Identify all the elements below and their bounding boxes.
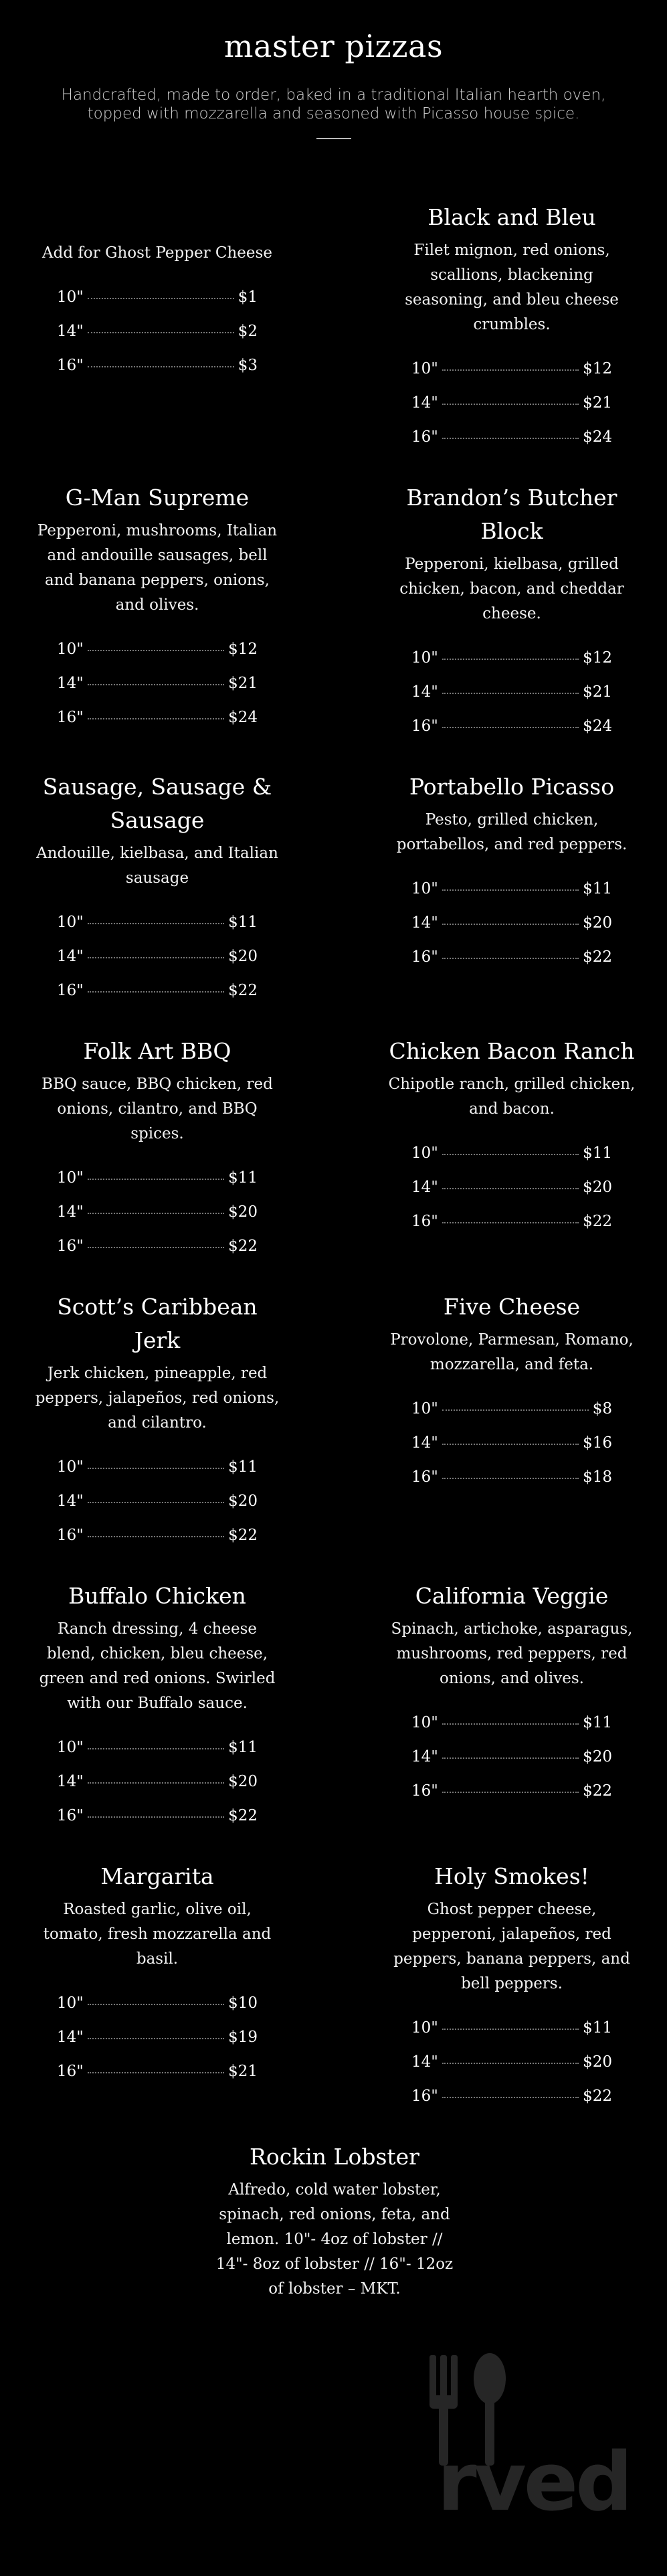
dot-leader <box>442 369 579 371</box>
size-label: 16" <box>57 1237 84 1255</box>
size-label: 16" <box>57 982 84 999</box>
price-row <box>57 1519 258 1553</box>
price-list <box>57 280 258 383</box>
size-label: 10" <box>411 880 438 897</box>
price-row <box>57 2055 258 2089</box>
menu-row-final <box>33 2140 636 2316</box>
title-divider <box>316 138 351 139</box>
dot-leader <box>88 2071 224 2073</box>
menu-item <box>388 481 636 744</box>
price-value: $11 <box>583 2019 612 2037</box>
price-row <box>57 632 258 667</box>
size-label: 14" <box>411 2053 438 2071</box>
menu-row <box>33 1035 636 1264</box>
price-row <box>57 906 258 940</box>
dot-leader <box>442 403 579 405</box>
size-label: 14" <box>57 948 84 965</box>
size-label: 10" <box>57 1169 84 1187</box>
dot-leader <box>442 1153 579 1155</box>
dot-leader <box>88 331 234 333</box>
menu-item <box>388 201 636 454</box>
size-label: 10" <box>411 360 438 377</box>
item-name: Scott’s Caribbean Jerk <box>57 1294 258 1353</box>
price-row <box>411 1706 612 1740</box>
price-value: $10 <box>228 1994 258 2012</box>
size-label: 16" <box>57 1807 84 1824</box>
price-row <box>411 420 612 454</box>
price-row <box>411 1205 612 1239</box>
dot-leader <box>442 1221 579 1223</box>
size-label: 14" <box>57 1773 84 1790</box>
dot-leader <box>88 1816 224 1818</box>
menu-item <box>33 1579 281 1833</box>
dot-leader <box>442 1409 589 1411</box>
price-value: $16 <box>583 1434 612 1452</box>
price-value: $1 <box>237 288 258 306</box>
price-row <box>57 1731 258 1765</box>
item-name: Folk Art BBQ <box>83 1038 231 1064</box>
dot-leader <box>442 726 579 728</box>
size-label: 14" <box>57 323 84 340</box>
item-name: Five Cheese <box>443 1294 581 1320</box>
item-description: Pepperoni, mushrooms, Italian and andouille sausages, bell and banana peppers, onions, and olives. <box>37 522 278 614</box>
price-row <box>411 1460 612 1494</box>
price-value: $24 <box>583 428 612 446</box>
dot-leader <box>442 2028 579 2030</box>
size-label: 16" <box>411 1468 438 1486</box>
price-value: $8 <box>592 1400 612 1418</box>
price-value: $12 <box>583 360 612 377</box>
item-description: Roasted garlic, olive oil, tomato, fresh mozzarella and basil. <box>43 1901 272 1968</box>
price-row <box>57 974 258 1008</box>
price-value: $22 <box>228 1527 258 1544</box>
dot-leader <box>442 957 579 959</box>
dot-leader <box>88 922 224 924</box>
size-label: 10" <box>411 1144 438 1162</box>
page-title: master pizzas <box>223 28 444 64</box>
price-row <box>411 1774 612 1808</box>
menu-item <box>388 1579 636 1833</box>
menu-item <box>33 1860 281 2114</box>
price-value: $2 <box>237 323 258 340</box>
price-row <box>411 1392 612 1426</box>
dot-leader <box>442 1187 579 1189</box>
price-value: $20 <box>583 2053 612 2071</box>
price-row <box>411 872 612 906</box>
price-value: $19 <box>228 2029 258 2046</box>
menu-grid <box>33 201 636 2316</box>
item-description: Jerk chicken, pineapple, red peppers, jalapeños, red onions, and cilantro. <box>35 1365 280 1432</box>
menu-item <box>388 1035 636 1264</box>
price-value: $12 <box>583 649 612 667</box>
item-description: Pesto, grilled chicken, portabellos, and red peppers. <box>396 811 628 853</box>
size-label: 14" <box>411 394 438 412</box>
dot-leader <box>88 365 234 367</box>
size-label: 10" <box>57 1994 84 2012</box>
dot-leader <box>442 1477 579 1479</box>
size-label: 16" <box>411 428 438 446</box>
size-label: 14" <box>57 675 84 692</box>
item-description: Provolone, Parmesan, Romano, mozzarella, and feta. <box>390 1331 634 1373</box>
price-row <box>411 386 612 420</box>
size-label: 14" <box>411 683 438 701</box>
item-description: Ghost pepper cheese, pepperoni, jalapeños, red peppers, banana peppers, and bell peppers. <box>393 1901 630 1992</box>
watermark <box>416 2335 630 2536</box>
price-row <box>411 940 612 974</box>
item-description: Andouille, kielbasa, and Italian sausage <box>36 845 278 887</box>
price-row <box>57 349 258 383</box>
price-list <box>57 1986 258 2089</box>
size-label: 14" <box>57 1492 84 1510</box>
price-value: $21 <box>228 2063 258 2080</box>
price-row <box>57 1161 258 1195</box>
watermark-text: rved <box>437 2436 630 2529</box>
price-value: $11 <box>228 1739 258 1756</box>
menu-row <box>33 201 636 454</box>
price-value: $11 <box>228 1169 258 1187</box>
price-row <box>411 1426 612 1460</box>
price-value: $22 <box>228 1237 258 1255</box>
dot-leader <box>442 437 579 439</box>
price-value: $22 <box>583 2087 612 2105</box>
price-row <box>57 1484 258 1519</box>
price-list <box>411 641 612 744</box>
price-value: $20 <box>228 1492 258 1510</box>
price-value: $20 <box>583 914 612 932</box>
dot-leader <box>88 1501 224 1503</box>
price-value: $21 <box>583 683 612 701</box>
dot-leader <box>88 1212 224 1214</box>
price-row <box>411 641 612 675</box>
item-name: Black and Bleu <box>427 204 596 230</box>
menu-row <box>33 481 636 744</box>
item-description: Add for Ghost Pepper Cheese <box>42 244 272 262</box>
size-label: 14" <box>411 914 438 932</box>
size-label: 10" <box>57 1458 84 1476</box>
item-description: Filet mignon, red onions, scallions, blackening seasoning, and bleu cheese crumbles. <box>405 242 619 333</box>
price-row <box>411 709 612 744</box>
price-row <box>57 667 258 701</box>
size-label: 16" <box>411 948 438 966</box>
dot-leader <box>88 1178 224 1180</box>
price-value: $21 <box>228 675 258 692</box>
price-value: $24 <box>228 709 258 726</box>
price-row <box>411 2079 612 2114</box>
size-label: 10" <box>411 649 438 667</box>
size-label: 16" <box>411 717 438 735</box>
dot-leader <box>88 2037 224 2039</box>
size-label: 10" <box>411 2019 438 2037</box>
price-row <box>57 1799 258 1833</box>
price-value: $20 <box>583 1748 612 1766</box>
size-label: 14" <box>411 1179 438 1196</box>
menu-item <box>388 1290 636 1553</box>
dot-leader <box>442 1757 579 1759</box>
price-value: $22 <box>583 1213 612 1230</box>
menu-item <box>388 1860 636 2114</box>
price-row <box>57 280 258 315</box>
menu-header <box>0 28 667 139</box>
item-description: BBQ sauce, BBQ chicken, red onions, cilantro, and BBQ spices. <box>41 1076 273 1142</box>
price-row <box>411 2045 612 2079</box>
dot-leader <box>88 649 224 651</box>
price-row <box>57 315 258 349</box>
item-name: Brandon’s Butcher Block <box>406 485 617 544</box>
dot-leader <box>88 683 224 685</box>
menu-row <box>33 1860 636 2114</box>
price-value: $11 <box>583 880 612 897</box>
dot-leader <box>88 1535 224 1537</box>
dot-leader <box>88 717 224 719</box>
price-row <box>411 1171 612 1205</box>
price-list <box>411 1706 612 1808</box>
price-value: $20 <box>583 1179 612 1196</box>
price-list <box>57 632 258 735</box>
price-value: $11 <box>228 1458 258 1476</box>
size-label: 10" <box>57 914 84 931</box>
dot-leader <box>88 991 224 993</box>
size-label: 10" <box>57 288 84 306</box>
dot-leader <box>442 889 579 891</box>
price-row <box>411 906 612 940</box>
price-value: $12 <box>228 640 258 658</box>
size-label: 10" <box>57 1739 84 1756</box>
size-label: 16" <box>411 1213 438 1230</box>
price-value: $20 <box>228 1773 258 1790</box>
dot-leader <box>88 1782 224 1784</box>
item-name: Margarita <box>100 1863 214 1889</box>
price-list <box>411 872 612 974</box>
dot-leader <box>442 1791 579 1793</box>
price-value: $11 <box>583 1714 612 1731</box>
price-row <box>57 1986 258 2021</box>
item-name: G-Man Supreme <box>65 485 250 511</box>
dot-leader <box>88 1747 224 1749</box>
dot-leader <box>442 658 579 660</box>
price-row <box>411 1136 612 1171</box>
item-description: Alfredo, cold water lobster, spinach, red onions, feta, and lemon. 10"- 4oz of lobster // 14"- 8oz of lobster // 16"- 12oz of lobster – MKT. <box>215 2181 454 2298</box>
size-label: 16" <box>57 2063 84 2080</box>
price-list <box>411 2011 612 2114</box>
item-name: Rockin Lobster <box>250 2144 419 2170</box>
dot-leader <box>88 2003 224 2005</box>
price-value: $22 <box>583 948 612 966</box>
size-label: 14" <box>411 1434 438 1452</box>
price-row <box>57 2021 258 2055</box>
dot-leader <box>442 692 579 694</box>
price-row <box>411 1740 612 1774</box>
size-label: 10" <box>411 1400 438 1418</box>
size-label: 10" <box>411 1714 438 1731</box>
price-list <box>411 1392 612 1494</box>
size-label: 14" <box>57 1203 84 1221</box>
price-value: $21 <box>583 394 612 412</box>
price-list <box>411 352 612 454</box>
page-subtitle: Handcrafted, made to order, baked in a traditional Italian hearth oven, topped with mozzarella and seasoned with Picasso house spice. <box>61 86 606 122</box>
dot-leader <box>442 923 579 925</box>
price-row <box>411 675 612 709</box>
menu-row <box>33 1579 636 1833</box>
menu-row <box>33 770 636 1008</box>
price-value: $24 <box>583 717 612 735</box>
item-description: Pepperoni, kielbasa, grilled chicken, bacon, and cheddar cheese. <box>399 555 624 622</box>
price-value: $22 <box>583 1782 612 1800</box>
price-row <box>57 701 258 735</box>
item-description: Spinach, artichoke, asparagus, mushrooms, red peppers, red onions, and olives. <box>391 1620 633 1687</box>
dot-leader <box>442 2096 579 2098</box>
price-value: $22 <box>228 1807 258 1824</box>
price-value: $22 <box>228 982 258 999</box>
dot-leader <box>442 2062 579 2064</box>
item-name: Holy Smokes! <box>434 1863 589 1889</box>
item-name: Buffalo Chicken <box>68 1583 246 1609</box>
price-row <box>57 1195 258 1229</box>
size-label: 16" <box>57 357 84 374</box>
price-row <box>57 1765 258 1799</box>
price-row <box>57 1229 258 1264</box>
menu-item <box>33 770 281 1008</box>
dot-leader <box>88 1246 224 1248</box>
price-list <box>57 1731 258 1833</box>
price-row <box>411 352 612 386</box>
price-row <box>57 1450 258 1484</box>
price-list <box>411 1136 612 1239</box>
price-value: $3 <box>237 357 258 374</box>
menu-item <box>33 1035 281 1264</box>
dot-leader <box>442 1443 579 1445</box>
dot-leader <box>442 1723 579 1725</box>
item-description: Chipotle ranch, grilled chicken, and bacon. <box>388 1076 636 1118</box>
size-label: 16" <box>411 2087 438 2105</box>
menu-row <box>33 1290 636 1553</box>
item-name: Chicken Bacon Ranch <box>389 1038 635 1064</box>
price-list <box>57 906 258 1008</box>
price-list <box>57 1161 258 1264</box>
menu-item <box>388 770 636 1008</box>
size-label: 16" <box>57 1527 84 1544</box>
price-list <box>57 1450 258 1553</box>
menu-item <box>33 201 281 454</box>
dot-leader <box>88 956 224 958</box>
menu-item <box>33 481 281 744</box>
price-row <box>57 940 258 974</box>
item-name: Sausage, Sausage & Sausage <box>42 774 272 833</box>
price-value: $18 <box>583 1468 612 1486</box>
price-value: $11 <box>228 914 258 931</box>
size-label: 16" <box>411 1782 438 1800</box>
item-description: Ranch dressing, 4 cheese blend, chicken, bleu cheese, green and red onions. Swirled with our Buffalo sauce. <box>39 1620 276 1712</box>
dot-leader <box>88 297 234 299</box>
price-value: $11 <box>583 1144 612 1162</box>
size-label: 16" <box>57 709 84 726</box>
item-name: California Veggie <box>415 1583 609 1609</box>
price-value: $20 <box>228 948 258 965</box>
menu-item <box>33 1290 281 1553</box>
size-label: 10" <box>57 640 84 658</box>
price-value: $20 <box>228 1203 258 1221</box>
price-row <box>411 2011 612 2045</box>
size-label: 14" <box>57 2029 84 2046</box>
menu-item <box>211 2140 458 2316</box>
size-label: 14" <box>411 1748 438 1766</box>
dot-leader <box>88 1467 224 1469</box>
item-name: Portabello Picasso <box>409 774 615 800</box>
